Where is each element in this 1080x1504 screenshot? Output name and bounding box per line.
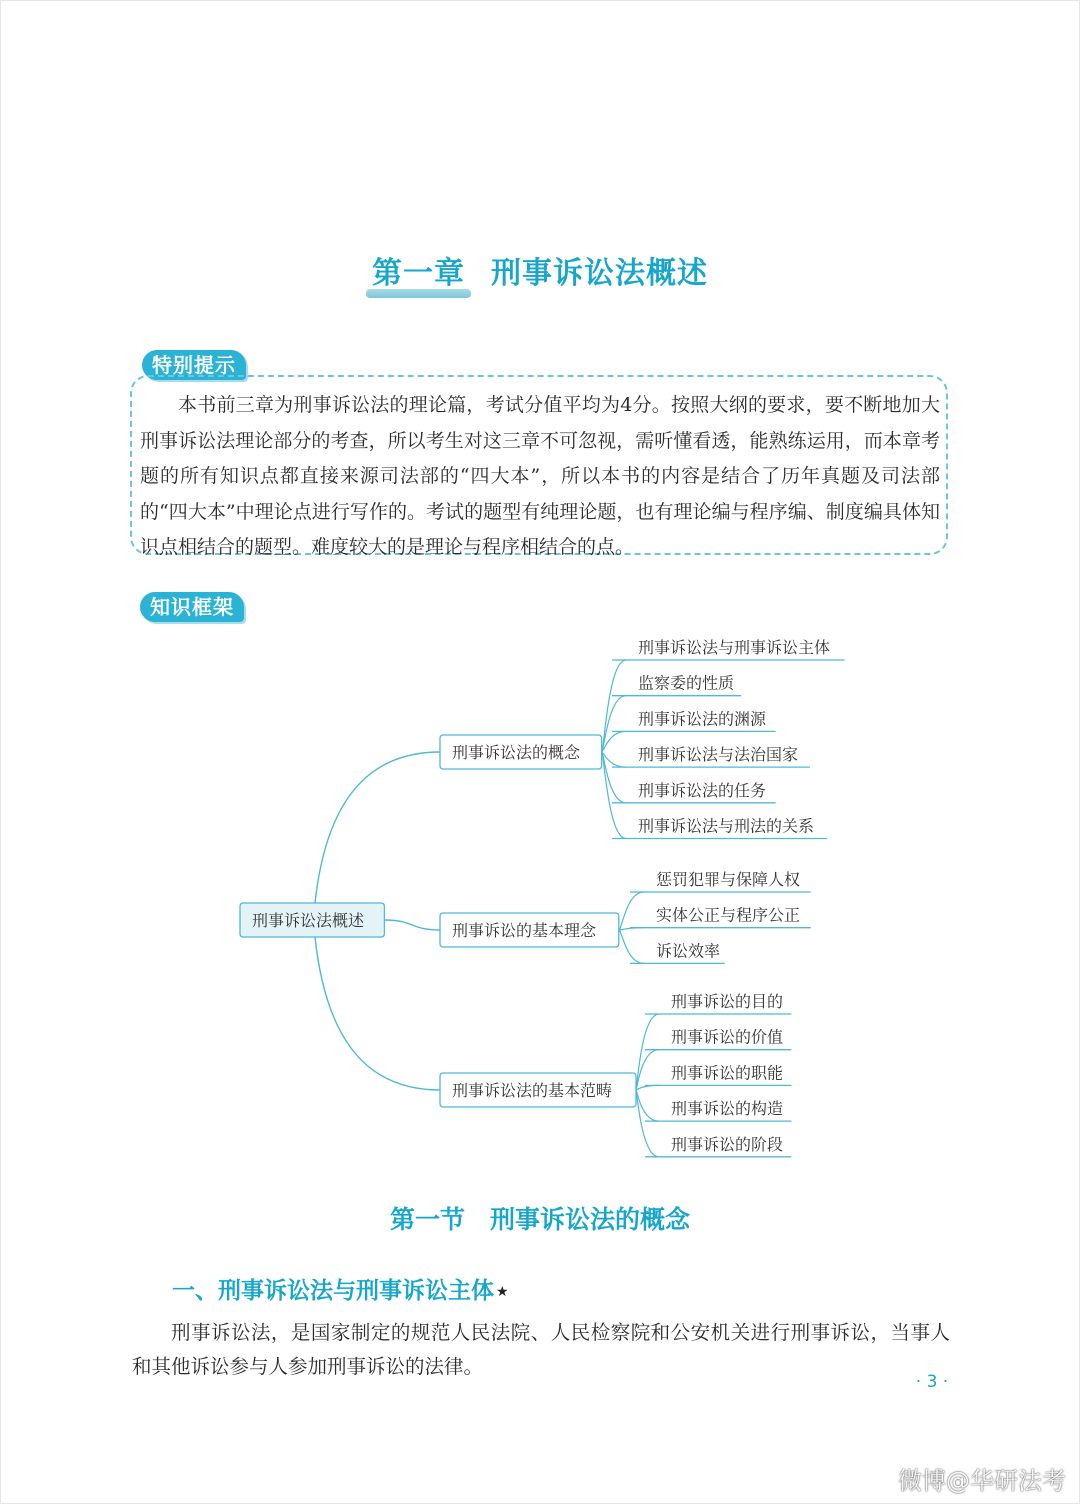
- tip-text: 本书前三章为刑事诉讼法的理论篇，考试分值平均为4分。按照大纲的要求，要不断地加大刑事诉讼法理论部分的考查，所以考生对这三章不可忽视，需听懂看透，能熟练运用，而本章考题的所有知识点都直接来源司法部的“四大本”，所以本书的内容是结合了历年真题及司法部的“四大本”中理论点进行写作的。考试的题型有纯理论题，也有理论编与程序编、制度编具体知识点相结合的题型。难度较大的是理论与程序相结合的点。: [140, 394, 940, 558]
- chapter-number: 第一章: [372, 248, 465, 292]
- mindmap-leaf: 监察委的性质: [638, 673, 735, 693]
- page-number: · 3 ·: [915, 1372, 949, 1392]
- mindmap-leaf: 诉讼效率: [656, 941, 721, 961]
- mindmap-branch-3: 刑事诉讼法的基本范畴: [452, 1081, 613, 1100]
- sub-heading: [172, 1272, 509, 1305]
- mindmap-leaf-connector: [619, 892, 644, 930]
- mindmap-leaf: 惩罚犯罪与保障人权: [656, 870, 801, 889]
- body-paragraph: 刑事诉讼法，是国家制定的规范人民法院、人民检察院和公安机关进行刑事诉讼，当事人和其他诉讼参与人参加刑事诉讼的法律。: [132, 1321, 950, 1378]
- tip-label: 特别提示: [142, 350, 246, 380]
- section-title: 第一节 刑事诉讼法的概念: [389, 1205, 690, 1234]
- mindmap-leaf-connector: [636, 1085, 659, 1090]
- mindmap-leaf: 刑事诉讼的阶段: [671, 1134, 784, 1154]
- knowledge-mindmap: [0, 620, 1080, 1180]
- mindmap-root: 刑事诉讼法概述: [252, 911, 365, 930]
- mindmap-connector: [315, 752, 440, 903]
- mindmap-leaf: 刑事诉讼的价值: [671, 1027, 784, 1047]
- mindmap-leaf: 刑事诉讼法的渊源: [638, 709, 767, 729]
- mindmap-leaf: 刑事诉讼的目的: [671, 992, 784, 1011]
- mindmap-leaf-connector: [636, 1014, 659, 1090]
- mindmap-leaf: 刑事诉讼法与刑事诉讼主体: [638, 638, 831, 657]
- sub-heading-text: 一、刑事诉讼法与刑事诉讼主体: [172, 1278, 494, 1304]
- mindmap-connector: [384, 920, 440, 930]
- mindmap-leaf: 刑事诉讼的构造: [671, 1099, 784, 1119]
- star-icon: ★: [496, 1284, 509, 1300]
- mindmap-leaf: 刑事诉讼法与刑法的关系: [638, 816, 815, 836]
- mindmap-leaf: 刑事诉讼的职能: [671, 1063, 784, 1083]
- mindmap-branch-1: 刑事诉讼法的概念: [452, 743, 581, 762]
- mindmap-leaf-connector: [636, 1050, 659, 1090]
- chapter-title: [0, 248, 1080, 292]
- mindmap-connector: [315, 937, 440, 1090]
- chapter-name: 刑事诉讼法概述: [491, 256, 708, 291]
- mindmap-leaf: 刑事诉讼法的任务: [638, 780, 767, 800]
- mindmap-branch-2: 刑事诉讼的基本理念: [452, 921, 597, 940]
- mindmap-leaf-connector: [619, 930, 644, 963]
- mindmap-leaf: 实体公正与程序公正: [656, 905, 801, 925]
- watermark: 微博@华研法考: [898, 1467, 1066, 1495]
- framework-label: 知识框架: [140, 592, 244, 622]
- mindmap-leaf: 刑事诉讼法与法治国家: [638, 745, 799, 765]
